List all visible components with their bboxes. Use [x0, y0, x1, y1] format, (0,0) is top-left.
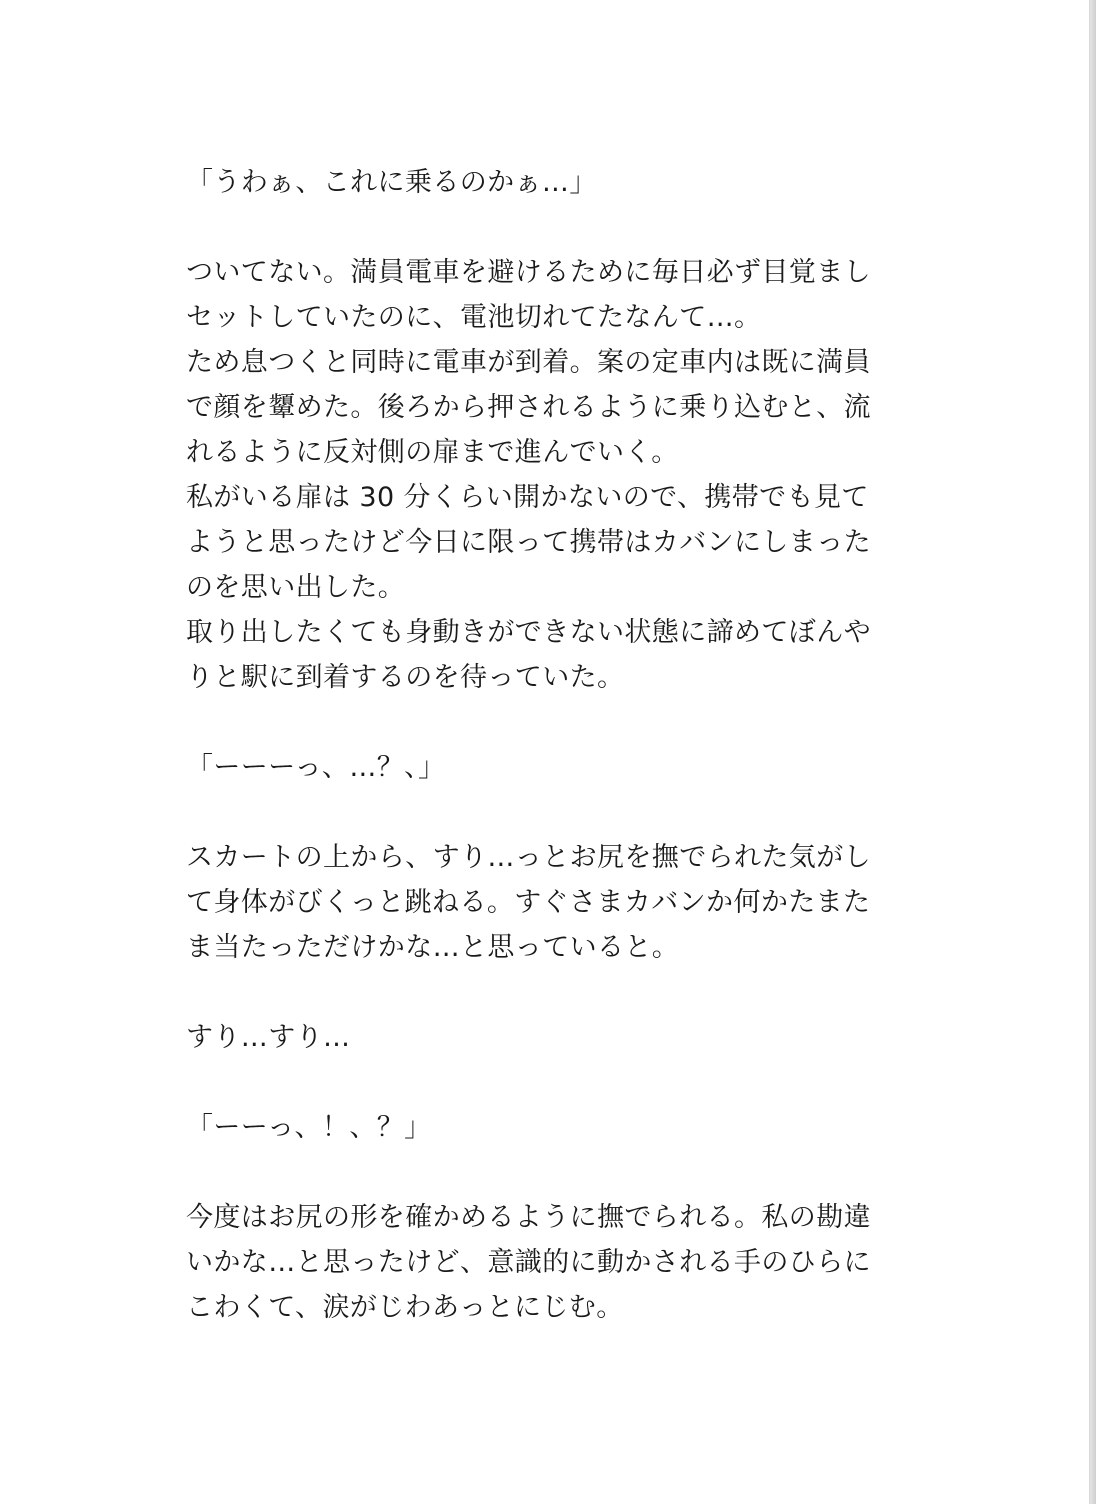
text-line: ついてない。満員電車を避けるために毎日必ず目覚まし — [186, 257, 871, 288]
text-line: れるように反対側の扉まで進んでいく。 — [186, 437, 679, 468]
text-line: 私がいる扉は 30 分くらい開かないので、携帯でも見て — [186, 482, 869, 513]
text-line: いかな…と思ったけど、意識的に動かされる手のひらに — [186, 1247, 871, 1278]
blank-line — [186, 970, 926, 1015]
text-line: りと駅に到着するのを待っていた。 — [186, 662, 625, 693]
text-line: こわくて、涙がじわあっとにじむ。 — [186, 1292, 624, 1323]
text-line: 「うわぁ、これに乗るのかぁ…」 — [186, 167, 597, 198]
text-line: セットしていたのに、電池切れてたなんて…。 — [186, 302, 762, 333]
text-line: 取り出したくても身動きができない状態に諦めてぼんや — [186, 617, 871, 648]
story-text — [186, 160, 926, 1330]
blank-line — [186, 1060, 926, 1105]
text-line: ま当たっただけかな…と思っていると。 — [186, 932, 680, 963]
text-line: て身体がびくっと跳ねる。すぐさまカバンか何かたまた — [186, 887, 871, 918]
text-line: 「ーーーっ、…？、」 — [186, 752, 446, 783]
text-line: ため息つくと同時に電車が到着。案の定車内は既に満員 — [186, 347, 871, 378]
text-line: 今度はお尻の形を確かめるように撫でられる。私の勘違 — [186, 1202, 871, 1233]
blank-line — [186, 1150, 926, 1195]
blank-line — [186, 205, 926, 250]
text-line: ようと思ったけど今日に限って携帯はカバンにしまった — [186, 527, 871, 558]
text-line: のを思い出した。 — [186, 572, 406, 603]
text-line: で顔を顰めた。後ろから押されるように乗り込むと、流 — [186, 392, 871, 423]
page-scroll-edge — [1090, 0, 1096, 1504]
text-line: 「ーーっ、！、？」 — [186, 1112, 432, 1143]
blank-line — [186, 790, 926, 835]
blank-line — [186, 700, 926, 745]
text-line: スカートの上から、すり…っとお尻を撫でられた気がし — [186, 842, 871, 873]
text-line: すり…すり… — [186, 1022, 351, 1053]
